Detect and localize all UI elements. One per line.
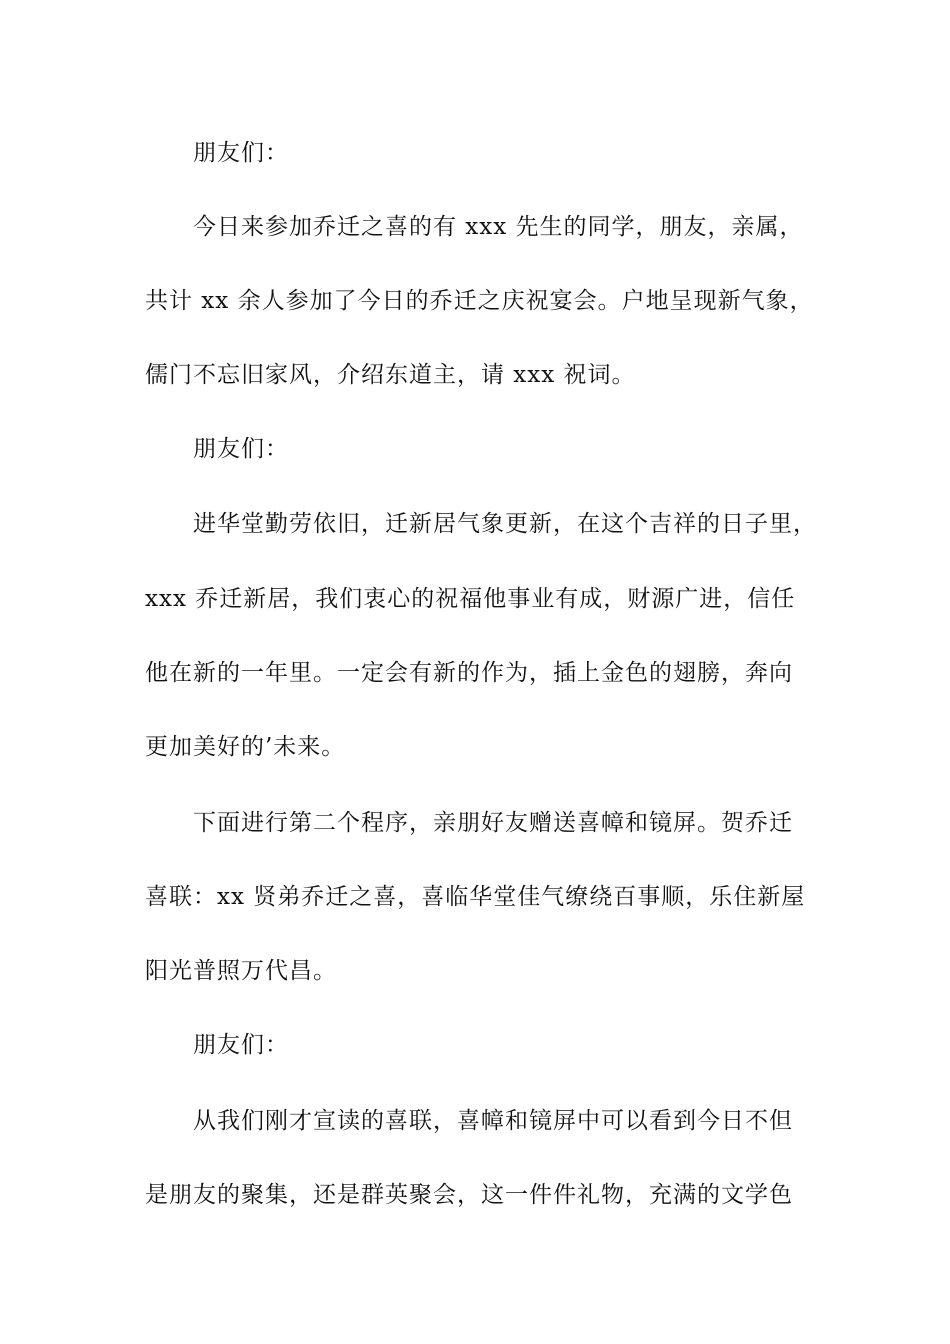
paragraph-3-line-2: 喜联：xx 贤弟乔迁之喜，喜临华堂佳气缭绕百事顺，乐住新屋 — [145, 884, 806, 910]
paragraph-1-line-1: 今日来参加乔迁之喜的有 xxx 先生的同学，朋友，亲属， — [193, 214, 804, 240]
paragraph-1-line-3: 儒门不忘旧家风，介绍东道主，请 xxx 祝词。 — [145, 362, 636, 388]
paragraph-3-line-1: 下面进行第二个程序，亲朋好友赠送喜幛和镜屏。贺乔迁 — [193, 810, 793, 836]
paragraph-4-line-1: 从我们刚才宣读的喜联，喜幛和镜屏中可以看到今日不但 — [193, 1108, 793, 1134]
salutation-2: 朋友们： — [193, 436, 289, 462]
paragraph-2-line-1: 进华堂勤劳依旧，迁新居气象更新，在这个吉祥的日子里， — [193, 511, 817, 537]
salutation-3: 朋友们： — [193, 1032, 289, 1058]
paragraph-1-line-2: 共计 xx 余人参加了今日的乔迁之庆祝宴会。户地呈现新气象， — [145, 288, 814, 314]
paragraph-4-line-2: 是朋友的聚集，还是群英聚会，这一件件礼物，充满的文学色 — [145, 1182, 793, 1208]
salutation-1: 朋友们： — [193, 140, 289, 166]
paragraph-3-line-3: 阳光普照万代昌。 — [145, 958, 337, 984]
paragraph-2-line-3: 他在新的一年里。一定会有新的作为，插上金色的翅膀，奔向 — [145, 660, 793, 686]
paragraph-2-line-4: 更加美好的’未来。 — [145, 734, 346, 760]
paragraph-2-line-2: xxx 乔迁新居，我们衷心的祝福他事业有成，财源广进，信任 — [145, 586, 796, 612]
